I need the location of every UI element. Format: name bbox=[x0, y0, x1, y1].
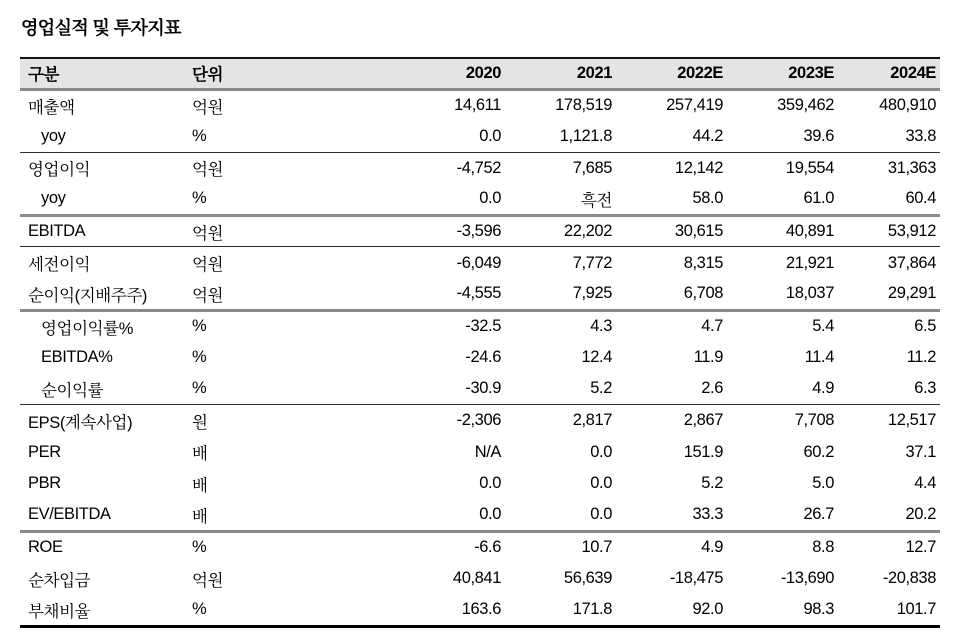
row-unit: 원 bbox=[192, 413, 208, 432]
row-unit: 억원 bbox=[192, 256, 224, 275]
row-label: 부채비율 bbox=[28, 602, 91, 621]
row-label: 매출액 bbox=[28, 98, 75, 117]
row-value: 0.0 bbox=[590, 442, 612, 461]
row-value: 5.0 bbox=[812, 474, 834, 493]
row-unit: 억원 bbox=[192, 286, 224, 305]
row-value: 6,708 bbox=[683, 284, 723, 303]
table-row bbox=[20, 468, 940, 500]
table-row bbox=[20, 500, 940, 532]
table-row bbox=[20, 531, 940, 563]
row-value: 12.4 bbox=[581, 348, 612, 367]
row-value: 92.0 bbox=[692, 600, 723, 619]
row-value: 257,419 bbox=[666, 96, 723, 115]
row-unit: % bbox=[192, 317, 207, 336]
row-value: 33.3 bbox=[692, 505, 723, 524]
row-value: 8.8 bbox=[812, 538, 834, 557]
row-value: 33.8 bbox=[905, 126, 936, 145]
table-row bbox=[20, 405, 940, 437]
row-unit: % bbox=[192, 189, 207, 208]
row-value: -30.9 bbox=[465, 379, 501, 398]
row-value: 0.0 bbox=[479, 189, 501, 208]
row-value: -4,555 bbox=[456, 284, 501, 303]
row-value: N/A bbox=[474, 442, 501, 461]
row-value: 171.8 bbox=[572, 600, 612, 619]
row-value: 7,925 bbox=[572, 284, 612, 303]
table-row bbox=[20, 279, 940, 311]
row-value: 21,921 bbox=[785, 253, 834, 272]
row-value: -13,690 bbox=[780, 569, 834, 588]
row-value: 2,867 bbox=[683, 411, 723, 430]
row-value: 12,517 bbox=[887, 411, 936, 430]
table-row bbox=[20, 595, 940, 627]
row-unit: 배 bbox=[192, 445, 208, 464]
table-row bbox=[20, 215, 940, 247]
row-value: 11.9 bbox=[693, 348, 723, 367]
row-value: -6,049 bbox=[456, 253, 501, 272]
row-label: 순이익률 bbox=[41, 381, 104, 400]
row-value: 40,841 bbox=[452, 569, 501, 588]
row-value: 480,910 bbox=[879, 96, 936, 115]
row-value: -6.6 bbox=[474, 538, 501, 557]
row-value: 2,817 bbox=[572, 411, 612, 430]
row-value: 20.2 bbox=[905, 505, 936, 524]
row-unit: % bbox=[192, 126, 207, 145]
row-label: 순이익(지배주주) bbox=[28, 286, 147, 305]
column-header-category: 구분 bbox=[28, 66, 60, 85]
table-row bbox=[20, 310, 940, 342]
row-value: 26.7 bbox=[803, 505, 834, 524]
row-unit: % bbox=[192, 538, 207, 557]
row-value: -3,596 bbox=[456, 222, 501, 241]
row-value: 11.2 bbox=[906, 348, 936, 367]
row-value: 22,202 bbox=[563, 222, 612, 241]
table-row bbox=[20, 89, 940, 121]
row-unit: 배 bbox=[192, 507, 208, 526]
row-value: 61.0 bbox=[803, 189, 834, 208]
row-label: 순차입금 bbox=[28, 571, 91, 590]
row-value: 4.7 bbox=[701, 317, 723, 336]
table-row bbox=[20, 247, 940, 279]
row-unit: % bbox=[192, 379, 207, 398]
row-value: 44.2 bbox=[692, 126, 723, 145]
row-value: 5.2 bbox=[590, 379, 612, 398]
table-row bbox=[20, 184, 940, 216]
row-value: 151.9 bbox=[683, 442, 723, 461]
row-unit: % bbox=[192, 600, 207, 619]
row-value: 4.4 bbox=[914, 474, 936, 493]
column-header-2021: 2021 bbox=[576, 63, 612, 82]
row-value: 14,611 bbox=[454, 96, 501, 115]
row-label: EPS(계속사업) bbox=[28, 413, 133, 432]
table-row bbox=[20, 342, 940, 374]
row-value: 1,121.8 bbox=[559, 126, 612, 145]
row-value: 19,554 bbox=[785, 158, 834, 177]
row-label: EV/EBITDA bbox=[28, 505, 111, 524]
row-value: 18,037 bbox=[785, 284, 834, 303]
row-value: 37.1 bbox=[905, 442, 936, 461]
column-header-unit: 단위 bbox=[192, 66, 224, 85]
column-header-2024e: 2024E bbox=[890, 63, 936, 82]
row-unit: 억원 bbox=[192, 98, 224, 117]
table-row bbox=[20, 437, 940, 469]
row-value: 30,615 bbox=[674, 222, 723, 241]
row-value: 7,685 bbox=[572, 158, 612, 177]
page-title: 영업실적 및 투자지표 bbox=[21, 18, 181, 38]
row-value: 359,462 bbox=[777, 96, 834, 115]
row-value: -20,838 bbox=[882, 569, 936, 588]
row-value: 8,315 bbox=[683, 253, 723, 272]
row-value: 101.7 bbox=[896, 600, 936, 619]
row-value: -18,475 bbox=[669, 569, 723, 588]
row-value: 12,142 bbox=[674, 158, 723, 177]
row-value: 178,519 bbox=[555, 96, 612, 115]
table-row bbox=[20, 121, 940, 153]
financial-table bbox=[20, 57, 940, 628]
row-value: 4.9 bbox=[812, 379, 834, 398]
table-body bbox=[20, 89, 940, 626]
row-label: EBITDA bbox=[28, 222, 86, 241]
row-value: 4.9 bbox=[701, 538, 723, 557]
report-section bbox=[0, 17, 954, 644]
row-value: 4.3 bbox=[590, 317, 612, 336]
column-header-2020: 2020 bbox=[465, 63, 501, 82]
row-label: yoy bbox=[41, 189, 66, 208]
row-value: 60.2 bbox=[803, 442, 834, 461]
row-value: 53,912 bbox=[887, 222, 936, 241]
row-value: 0.0 bbox=[590, 505, 612, 524]
row-value: 39.6 bbox=[803, 126, 834, 145]
row-value: -4,752 bbox=[456, 158, 501, 177]
row-value: 0.0 bbox=[479, 505, 501, 524]
row-label: 세전이익 bbox=[28, 256, 91, 275]
row-value: -2,306 bbox=[456, 411, 501, 430]
row-value: 58.0 bbox=[692, 189, 723, 208]
table-header-row bbox=[20, 58, 940, 89]
row-unit: 억원 bbox=[192, 571, 224, 590]
row-value: 56,639 bbox=[563, 569, 612, 588]
row-value: 12.7 bbox=[905, 538, 936, 557]
row-value: -24.6 bbox=[465, 348, 501, 367]
row-value: 163.6 bbox=[461, 600, 501, 619]
row-value: 10.7 bbox=[581, 538, 612, 557]
row-label: 영업이익률% bbox=[41, 319, 133, 338]
row-value: 0.0 bbox=[479, 474, 501, 493]
table-row bbox=[20, 563, 940, 595]
row-value: 98.3 bbox=[803, 600, 834, 619]
row-label: PER bbox=[28, 442, 61, 461]
row-value: 2.6 bbox=[701, 379, 723, 398]
row-value: 7,708 bbox=[794, 411, 834, 430]
row-unit: 억원 bbox=[192, 224, 224, 243]
row-value: 11.4 bbox=[804, 348, 834, 367]
row-value: 0.0 bbox=[479, 126, 501, 145]
row-value: 6.3 bbox=[914, 379, 936, 398]
row-label: PBR bbox=[28, 474, 61, 493]
row-unit: % bbox=[192, 348, 207, 367]
row-value: 31,363 bbox=[887, 158, 936, 177]
column-header-2022e: 2022E bbox=[677, 63, 723, 82]
row-value: 29,291 bbox=[887, 284, 936, 303]
table-row bbox=[20, 152, 940, 184]
row-value: 60.4 bbox=[905, 189, 936, 208]
row-value: 37,864 bbox=[887, 253, 936, 272]
row-unit: 억원 bbox=[192, 161, 224, 180]
row-value: 흑전 bbox=[580, 191, 612, 210]
row-value: 40,891 bbox=[785, 222, 834, 241]
row-value: 7,772 bbox=[572, 253, 612, 272]
row-value: 6.5 bbox=[914, 317, 936, 336]
row-label: 영업이익 bbox=[28, 161, 91, 180]
column-header-2023e: 2023E bbox=[788, 63, 834, 82]
row-value: 5.4 bbox=[812, 317, 834, 336]
row-label: yoy bbox=[41, 126, 66, 145]
row-label: ROE bbox=[28, 538, 63, 557]
table-row bbox=[20, 373, 940, 405]
row-label: EBITDA% bbox=[41, 348, 113, 367]
row-value: 0.0 bbox=[590, 474, 612, 493]
row-value: -32.5 bbox=[465, 317, 501, 336]
row-unit: 배 bbox=[192, 476, 208, 495]
row-value: 5.2 bbox=[701, 474, 723, 493]
